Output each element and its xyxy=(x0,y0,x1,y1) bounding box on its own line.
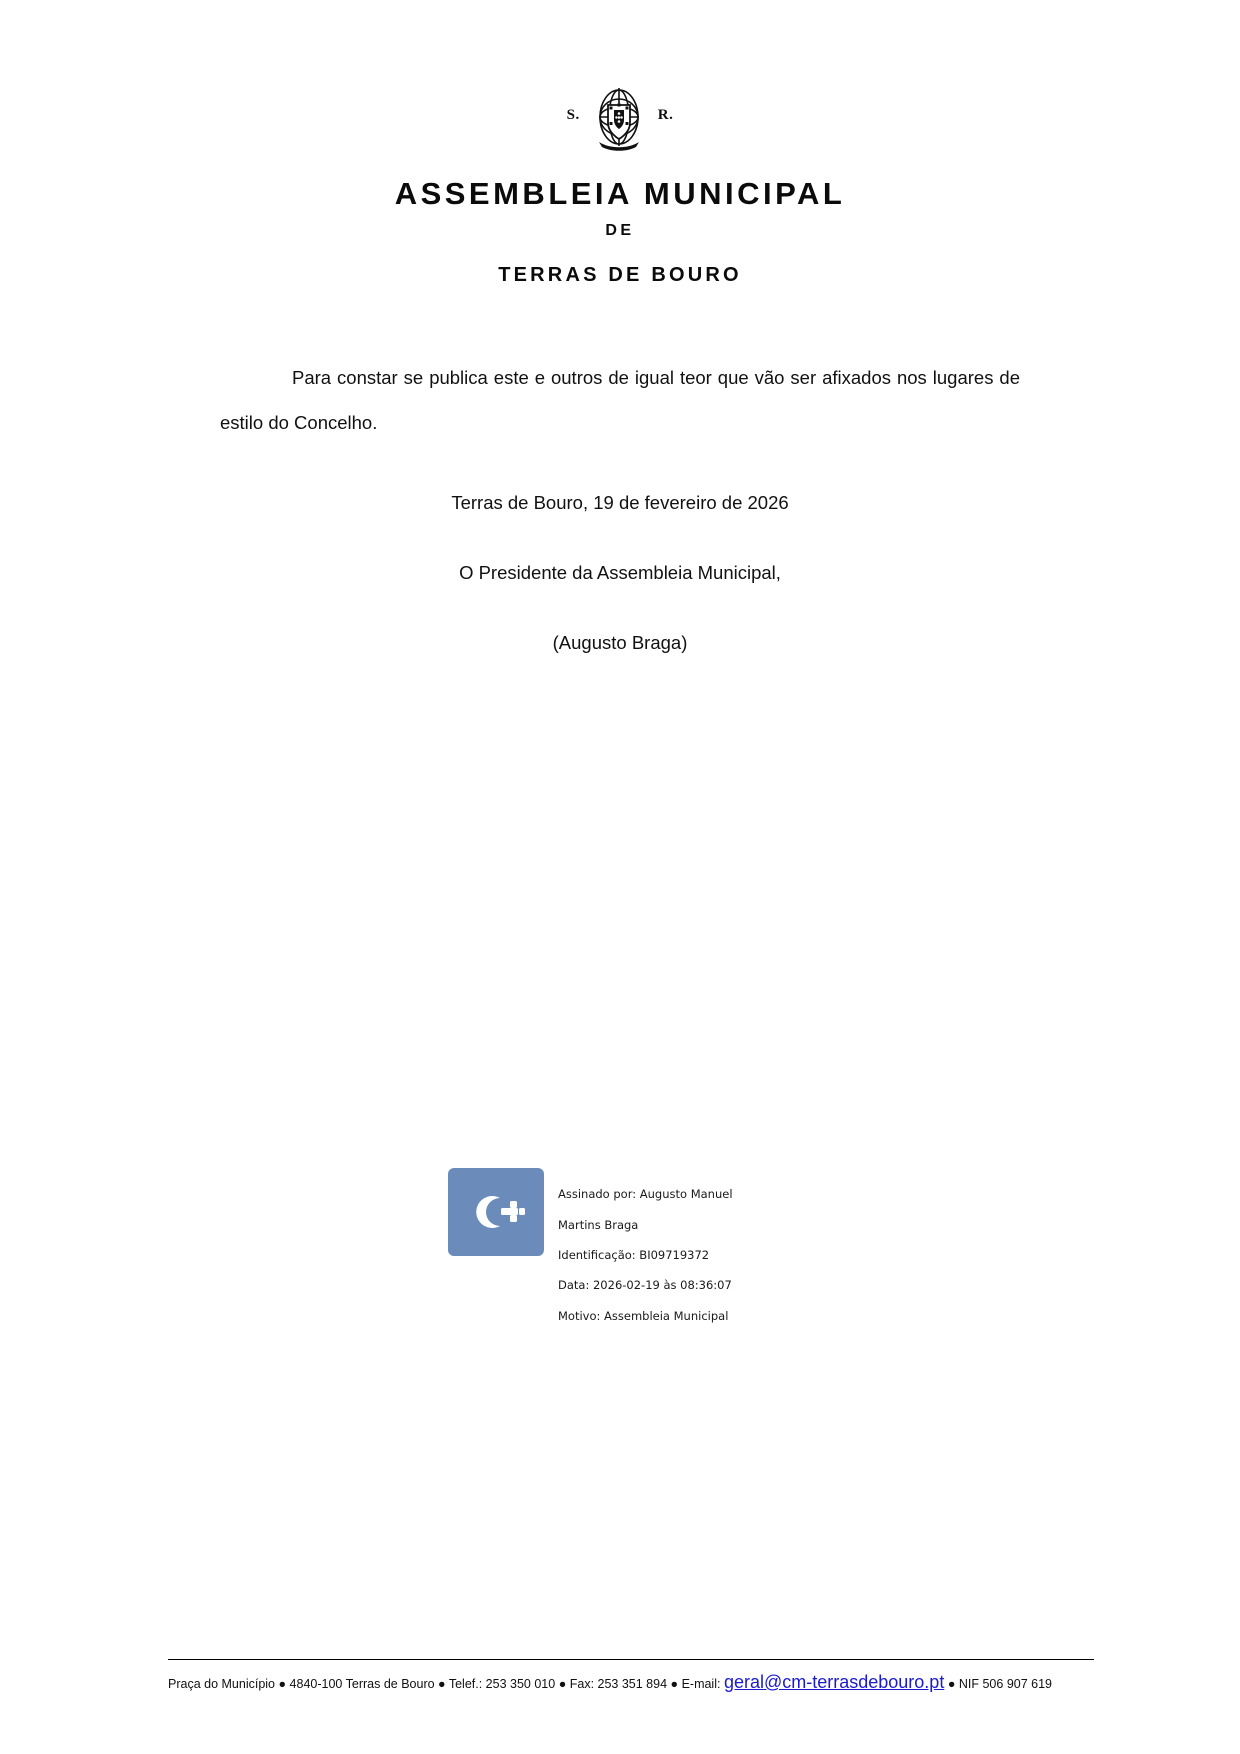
footer-email-label: E-mail: xyxy=(681,1677,721,1691)
footer-separator-2: ● xyxy=(438,1677,446,1691)
footer-address: Praça do Município xyxy=(168,1677,276,1691)
signature-signed-by-2: Martins Braga xyxy=(558,1217,639,1232)
portugal-coat-of-arms-icon xyxy=(590,79,648,153)
body-paragraph: Para constar se publica este e outros de igual teor que vão ser afixados nos lugares de estilo do Concelho. xyxy=(220,367,1020,434)
signer-role-line: O Presidente da Assembleia Municipal, xyxy=(459,561,781,583)
signature-identification: Identificação: BI09719372 xyxy=(558,1247,710,1262)
document-body xyxy=(220,287,1020,654)
footer-postal: 4840-100 Terras de Bouro xyxy=(289,1677,435,1691)
footer-email-link[interactable]: geral@cm-terrasdebouro.pt xyxy=(723,1672,945,1692)
crest-letter-right: R. xyxy=(657,106,674,123)
crest-row xyxy=(0,78,1240,154)
page-title-connector: DE xyxy=(605,222,635,239)
digital-signature-block xyxy=(448,1168,733,1339)
footer-phone: Telef.: 253 350 010 xyxy=(448,1677,556,1691)
crest-letter-left: S. xyxy=(566,106,580,123)
signature-reason: Motivo: Assembleia Municipal xyxy=(558,1308,729,1323)
date-line: Terras de Bouro, 19 de fevereiro de 2026 xyxy=(451,491,789,513)
signature-details xyxy=(558,1168,733,1339)
footer-separator-1: ● xyxy=(278,1677,287,1691)
footer-contact-line xyxy=(168,1669,1094,1696)
footer-nif-label: NIF xyxy=(958,1677,979,1691)
footer-divider xyxy=(168,1659,1094,1660)
chave-movel-digital-icon xyxy=(448,1168,544,1256)
footer-nif-value: 506 907 619 xyxy=(982,1677,1052,1691)
document-header xyxy=(0,0,1240,287)
document-footer xyxy=(168,1659,1094,1696)
page-title-place: TERRAS DE BOURO xyxy=(498,264,742,286)
footer-separator-4: ● xyxy=(670,1677,679,1691)
signer-name-line: (Augusto Braga) xyxy=(552,631,688,653)
footer-fax: Fax: 253 351 894 xyxy=(569,1677,668,1691)
page-title: ASSEMBLEIA MUNICIPAL xyxy=(394,176,846,211)
footer-separator-3: ● xyxy=(558,1677,567,1691)
signature-signed-by: Assinado por: Augusto Manuel xyxy=(558,1187,733,1202)
footer-separator-5: ● xyxy=(947,1677,956,1691)
signature-date: Data: 2026-02-19 às 08:36:07 xyxy=(558,1278,732,1293)
